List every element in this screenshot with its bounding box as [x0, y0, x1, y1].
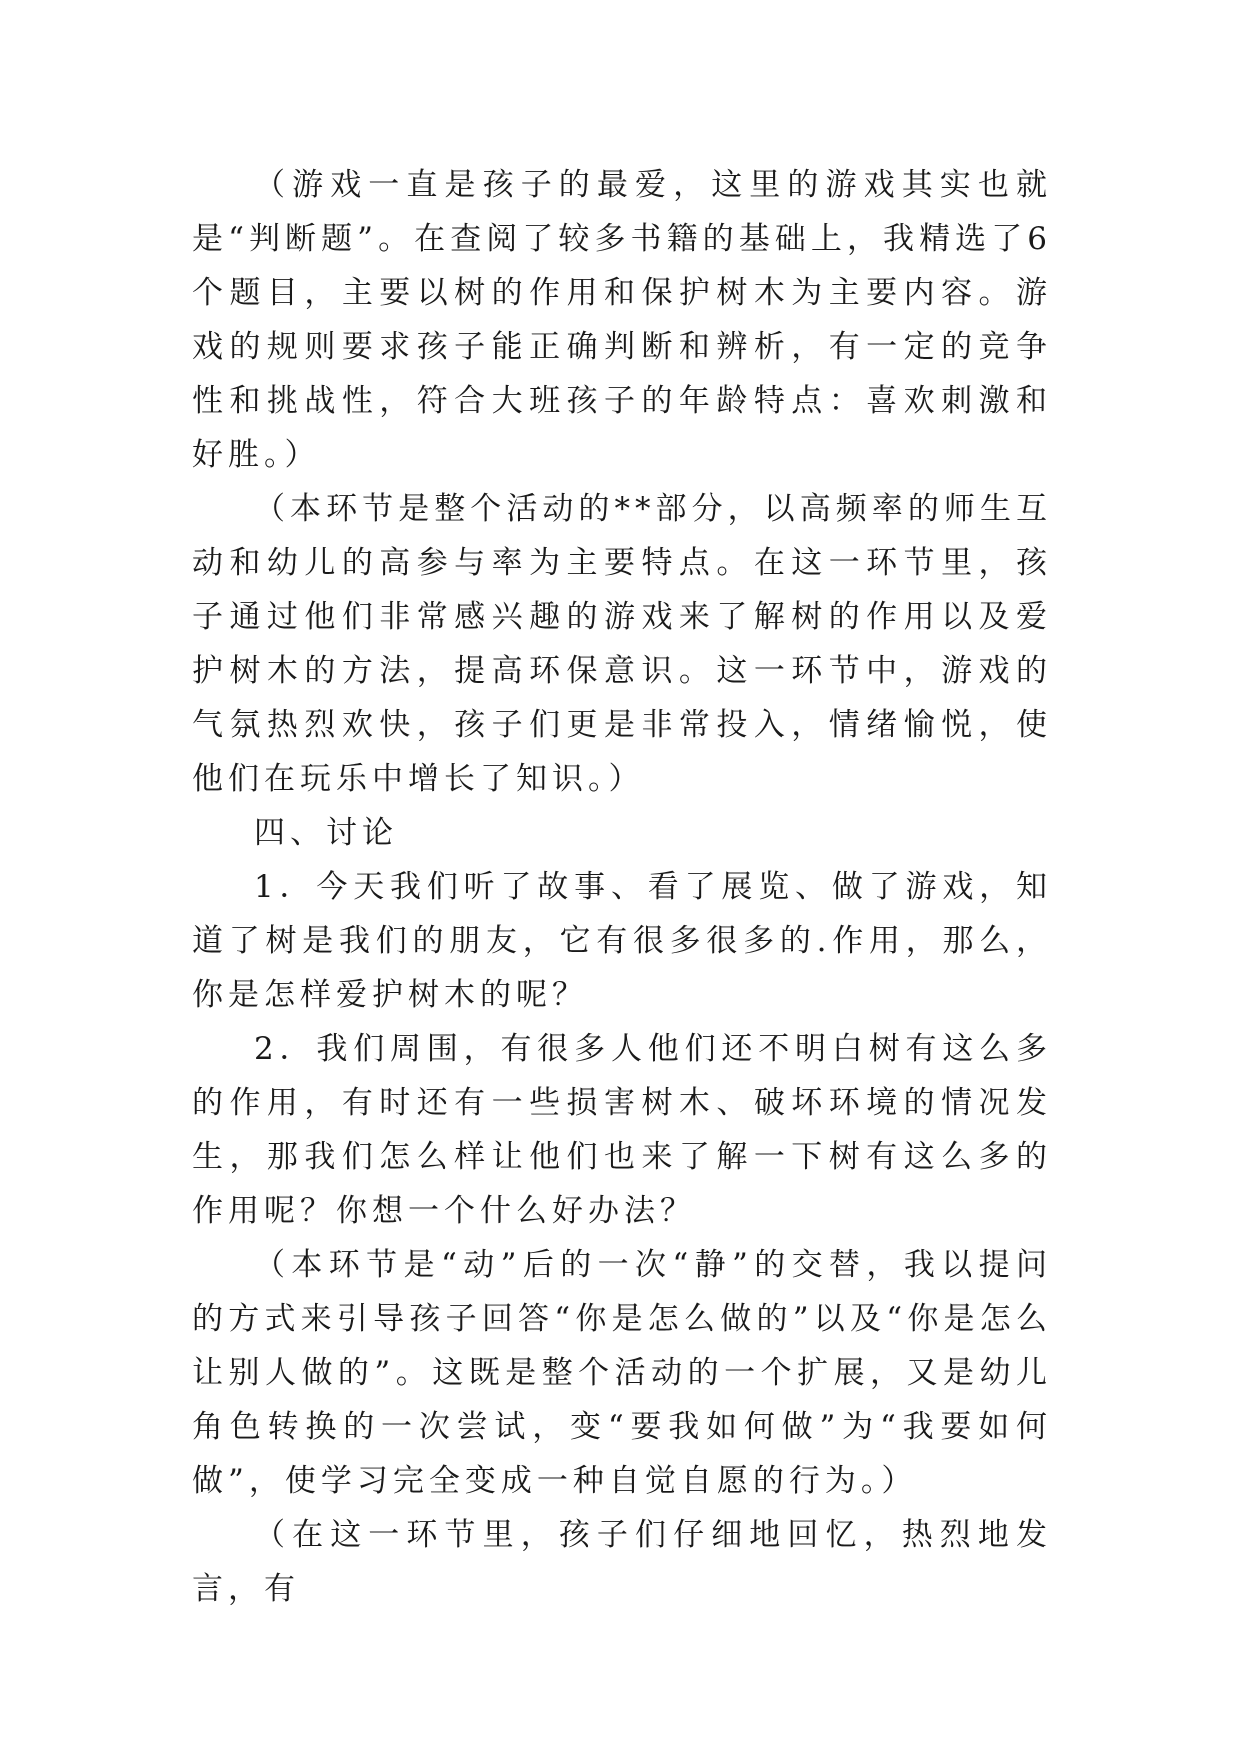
- paragraph-game-explanation: （游戏一直是孩子的最爱，这里的游戏其实也就是“判断题”。在查阅了较多书籍的基础上，我精选了6个题目，主要以树的作用和保护树木为主要内容。游戏的规则要求孩子能正确判断和辨析，有一定的竞争性和挑战性，符合大班孩子的年龄特点：喜欢刺激和好胜。）: [192, 167, 1052, 473]
- document-body: [192, 158, 1052, 1616]
- section-heading-discussion: 四、讨论: [254, 815, 398, 851]
- paragraph-continuation: （在这一环节里，孩子们仔细地回忆，热烈地发言，有: [192, 1517, 1052, 1607]
- paragraph-discussion-summary: （本环节是“动”后的一次“静”的交替，我以提问的方式来引导孩子回答“你是怎么做的”以及“你是怎么让别人做的”。这既是整个活动的一个扩展，又是幼儿角色转换的一次尝试，变“要我如何做”为“我要如何做”，使学习完全变成一种自觉自愿的行为。）: [192, 1247, 1052, 1499]
- discussion-question-1: 1．今天我们听了故事、看了展览、做了游戏，知道了树是我们的朋友，它有很多很多的.作用，那么，你是怎样爱护树木的呢？: [192, 869, 1052, 1013]
- discussion-question-2: 2．我们周围，有很多人他们还不明白树有这么多的作用，有时还有一些损害树木、破坏环境的情况发生，那我们怎么样让他们也来了解一下树有这么多的作用呢？你想一个什么好办法？: [192, 1031, 1052, 1229]
- paragraph-segment-summary: （本环节是整个活动的**部分，以高频率的师生互动和幼儿的高参与率为主要特点。在这一环节里，孩子通过他们非常感兴趣的游戏来了解树的作用以及爱护树木的方法，提高环保意识。这一环节中，游戏的气氛热烈欢快，孩子们更是非常投入，情绪愉悦，使他们在玩乐中增长了知识。）: [192, 491, 1052, 797]
